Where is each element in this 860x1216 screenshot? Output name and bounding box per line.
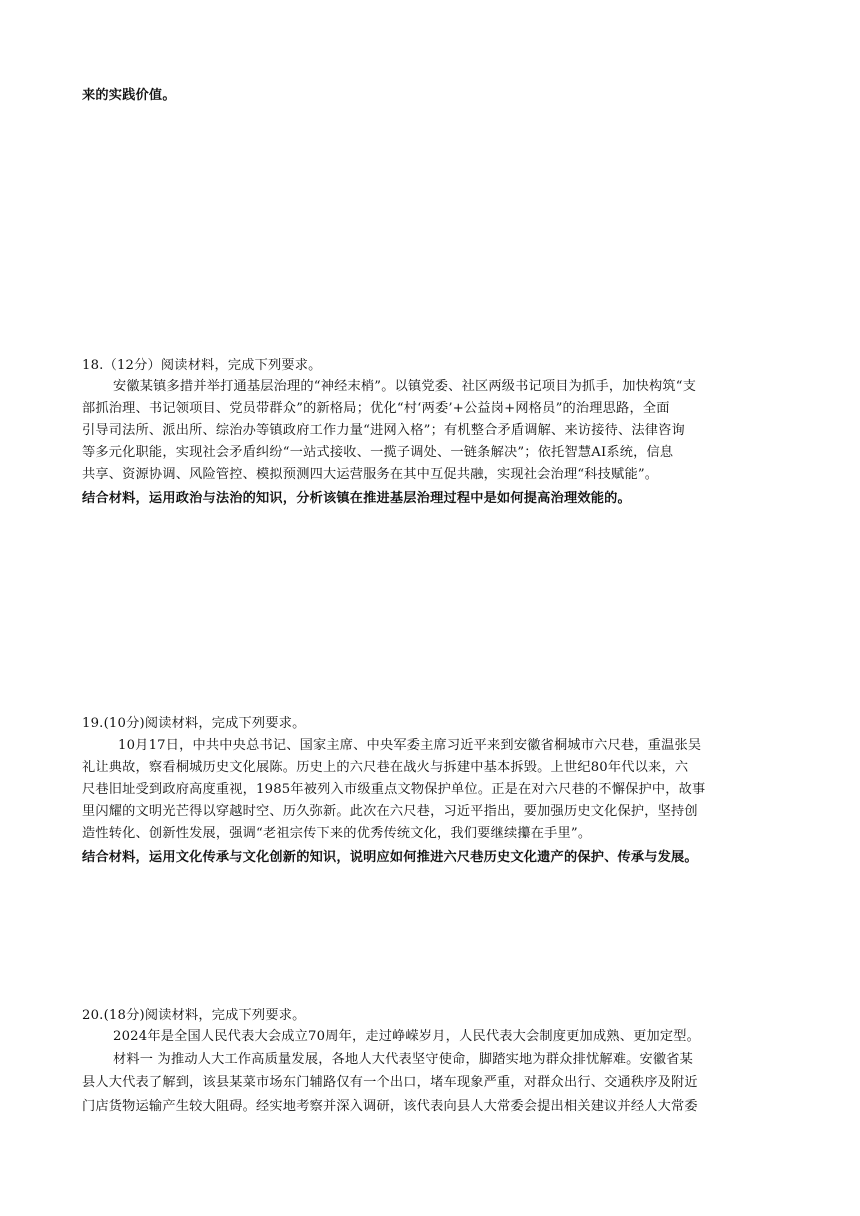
question-20-material-line-3: 门店货物运输产生较大阻碍。经实地考察并深入调研，该代表向县人大常委会提出相关建议并经人大常委 <box>82 1099 698 1114</box>
question-20-header: 20.(18分)阅读材料，完成下列要求。 <box>82 1008 306 1023</box>
question-19-material-line-4: 里闪耀的文明光芒得以穿越时空、历久弥新。此次在六尺巷，习近平指出，要加强历史文化保护，坚持创 <box>82 804 698 819</box>
question-18-material-line-1: 安徽某镇多措并举打通基层治理的“神经末梢”。以镇党委、社区两级书记项目为抓手，加快构筑“支 <box>113 379 697 394</box>
question-19-material-line-1: 10月17日，中共中央总书记、国家主席、中央军委主席习近平来到安徽省桐城市六尺巷，重温张吴 <box>118 738 702 753</box>
top-continuation: 来的实践价值。 <box>82 88 176 103</box>
question-20-material-line-1: 材料一 为推动人大工作高质量发展，各地人大代表坚守使命，脚踏实地为群众排忧解难。安徽省某 <box>113 1052 694 1067</box>
question-20-material-line-2: 县人大代表了解到，该县某菜市场东门辅路仅有一个出口，堵车现象严重，对群众出行、交通秩序及附近 <box>82 1075 698 1090</box>
question-19-task: 结合材料，运用文化传承与文化创新的知识，说明应如何推进六尺巷历史文化遗产的保护、传承与发展。 <box>82 850 698 865</box>
question-18-material-line-4: 等多元化职能，实现社会矛盾纠纷“一站式接收、一揽子调处、一链条解决”；依托智慧AI系统，信息 <box>82 445 674 460</box>
question-18-task: 结合材料，运用政治与法治的知识，分析该镇在推进基层治理过程中是如何提高治理效能的。 <box>82 491 631 506</box>
question-18-header: 18.（12分）阅读材料，完成下列要求。 <box>82 358 322 373</box>
question-18-material-line-2: 部抓治理、书记领项目、党员带群众”的新格局；优化“村‘两委’+公益岗+网格员”的治理思路，全面 <box>82 401 670 416</box>
question-18-material-line-5: 共享、资源协调、风险管控、模拟预测四大运营服务在其中互促共融，实现社会治理“科技赋能”。 <box>82 467 659 482</box>
question-18-material-line-3: 引导司法所、派出所、综治办等镇政府工作力量“进网入格”；有机整合矛盾调解、来访接待、法律咨询 <box>82 423 685 438</box>
question-20-intro: 2024年是全国人民代表大会成立70周年，走过峥嵘岁月，人民代表大会制度更加成熟、更加定型。 <box>113 1029 701 1044</box>
question-19-material-line-2: 礼让典故，察看桐城历史文化展陈。历史上的六尺巷在战火与拆建中基本拆毁。上世纪80年代以来，六 <box>82 760 689 775</box>
question-19-material-line-5: 造性转化、创新性发展，强调“老祖宗传下来的优秀传统文化，我们要继续攥在手里”。 <box>82 826 592 841</box>
question-19-material-line-3: 尺巷旧址受到政府高度重视，1985年被列入市级重点文物保护单位。正是在对六尺巷的不懈保护中，故事 <box>82 782 706 797</box>
question-19-header: 19.(10分)阅读材料，完成下列要求。 <box>82 716 306 731</box>
